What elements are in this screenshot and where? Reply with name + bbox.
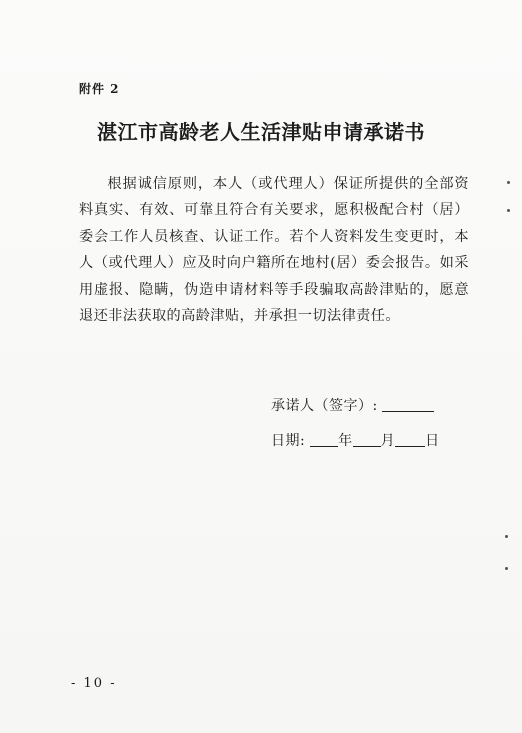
month-label: 月: [380, 433, 396, 449]
day-blank: [395, 432, 425, 447]
pledge-paragraph: 根据诚信原则，本人（或代理人）保证所提供的全部资料真实、有效、可靠且符合有关要求，愿积极配合村（居）委会工作人员核查、认证工作。若个人资料发生变更时，本人（或代理人）应及时向户籍所在地村(居）委会报告。如采用虚报、隐瞒，伪造申请材料等手段骗取高龄津贴的，愿意退还非法获取的高龄津贴，并承担一切法律责任。: [79, 176, 469, 325]
scan-speck: [505, 567, 508, 570]
day-label: 日: [425, 433, 440, 449]
document-title: 湛江市高龄老人生活津贴申请承诺书: [97, 120, 425, 144]
month-blank: [353, 432, 381, 447]
signature-line: [271, 395, 434, 415]
signature-blank: [382, 397, 434, 412]
scan-speck: [505, 535, 508, 538]
date-label: 日期:: [271, 433, 306, 449]
scan-speck: [507, 209, 510, 212]
page-number: - 10 -: [71, 676, 117, 691]
signature-label: 承诺人（签字）:: [271, 398, 378, 414]
year-blank: [310, 432, 338, 447]
date-line: [271, 430, 440, 450]
scan-speck: [507, 181, 510, 184]
attachment-label: 附件 2: [79, 82, 120, 96]
year-label: 年: [338, 433, 353, 449]
